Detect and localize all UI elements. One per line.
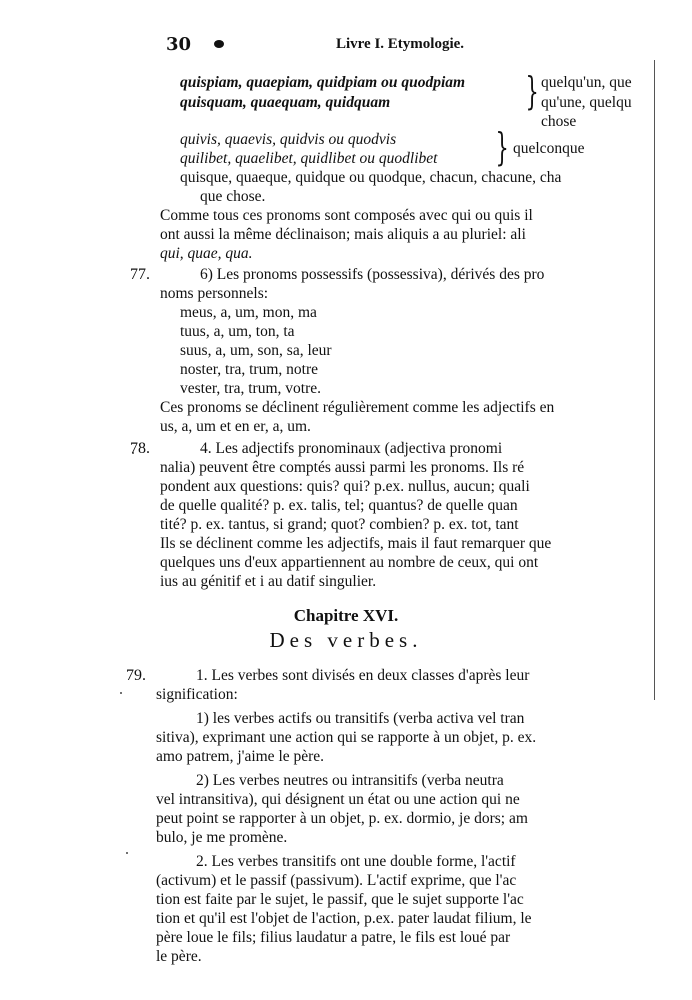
text-line: quilibet, quaelibet, quidlibet ou quodlibet [180, 150, 438, 167]
text-line: tion est faite par le sujet, le passif, que le sujet supporte l'ac [156, 891, 524, 908]
text-line: bulo, je me promène. [156, 829, 288, 846]
text-line: quisquam, quaequam, quidquam [180, 94, 391, 111]
page-number: 30 [166, 34, 192, 55]
header-ornament-icon [214, 40, 224, 48]
text-line: père loue le fils; filius laudatur a patre, le fils est loué par [156, 929, 511, 946]
text-line: quelques uns d'eux appartiennent au nombre de ceux, qui ont [160, 554, 539, 571]
section-number: 79. [126, 667, 146, 684]
text-line: tuus, a, um, ton, ta [180, 323, 295, 340]
brace-icon: } [525, 69, 539, 113]
text-line: vester, tra, trum, votre. [180, 380, 321, 397]
text-line: meus, a, um, mon, ma [180, 304, 317, 321]
text-line: quelqu'un, que [541, 74, 632, 91]
section-number: 77. [130, 266, 150, 283]
text-line: tion et qu'il est l'objet de l'action, p.ex. pater laudat filium, le [156, 910, 532, 927]
text-line: 1) les verbes actifs ou transitifs (verba activa vel tran [196, 710, 525, 727]
text-line: us, a, um et en er, a, um. [160, 418, 311, 435]
page-edge-line [654, 60, 655, 700]
text-line: suus, a, um, son, sa, leur [180, 342, 332, 359]
text-line: nalia) peuvent être comptés aussi parmi les pronoms. Ils ré [160, 459, 525, 476]
text-line: 4. Les adjectifs pronominaux (adjectiva pronomi [200, 440, 503, 457]
section-number: 78. [130, 440, 150, 457]
text-line: qui, quae, qua. [160, 245, 253, 262]
text-line: quivis, quaevis, quidvis ou quodvis [180, 131, 397, 148]
text-line: qu'une, quelqu [541, 94, 632, 111]
text-line: chose [541, 113, 577, 130]
text-line: ont aussi la même déclinaison; mais aliquis a au pluriel: ali [160, 226, 526, 243]
running-title: Livre I. Etymologie. [336, 36, 465, 52]
text-line: que chose. [200, 188, 266, 205]
speck [120, 692, 122, 694]
brace-icon: } [495, 125, 509, 169]
text-line: Ces pronoms se déclinent régulièrement comme les adjectifs en [160, 399, 555, 416]
text-line: signification: [156, 686, 238, 703]
text-line: le père. [156, 948, 202, 965]
text-line: (activum) et le passif (passivum). L'actif exprime, que l'ac [156, 872, 517, 889]
text-line: noster, tra, trum, notre [180, 361, 318, 378]
text-line: ius au génitif et i au datif singulier. [160, 573, 377, 590]
text-line: 2. Les verbes transitifs ont une double forme, l'actif [196, 853, 516, 870]
text-line: quispiam, quaepiam, quidpiam ou quodpiam [180, 74, 466, 91]
page-header [158, 34, 658, 58]
text-line: de quelle qualité? p. ex. talis, tel; quantus? de quelle quan [160, 497, 518, 514]
text-line: Comme tous ces pronoms sont composés avec qui ou quis il [160, 207, 533, 224]
text-line: pondent aux questions: quis? qui? p.ex. nullus, aucun; quali [160, 478, 530, 495]
speck [126, 852, 128, 854]
text-line: quelconque [513, 140, 585, 157]
text-line: Ils se déclinent comme les adjectifs, mais il faut remarquer que [160, 535, 552, 552]
text-line: peut point se rapporter à un objet, p. ex. dormio, je dors; am [156, 810, 528, 827]
text-line: 6) Les pronoms possessifs (possessiva), dérivés des pro [200, 266, 545, 283]
chapter-subtitle: Des verbes. [269, 628, 423, 652]
text-line: sitiva), exprimant une action qui se rapporte à un objet, p. ex. [156, 729, 537, 746]
text-line: noms personnels: [160, 285, 269, 302]
text-line: quisque, quaeque, quidque ou quodque, chacun, chacune, cha [180, 169, 562, 186]
chapter-title: Chapitre XVI. [293, 606, 399, 625]
text-line: amo patrem, j'aime le père. [156, 748, 325, 765]
text-line: 2) Les verbes neutres ou intransitifs (verba neutra [196, 772, 504, 789]
text-line: vel intransitiva), qui désignent un état ou une action qui ne [156, 791, 520, 808]
text-line: 1. Les verbes sont divisés en deux classes d'après leur [196, 667, 530, 684]
text-line: tité? p. ex. tantus, si grand; quot? combien? p. ex. tot, tant [160, 516, 519, 533]
